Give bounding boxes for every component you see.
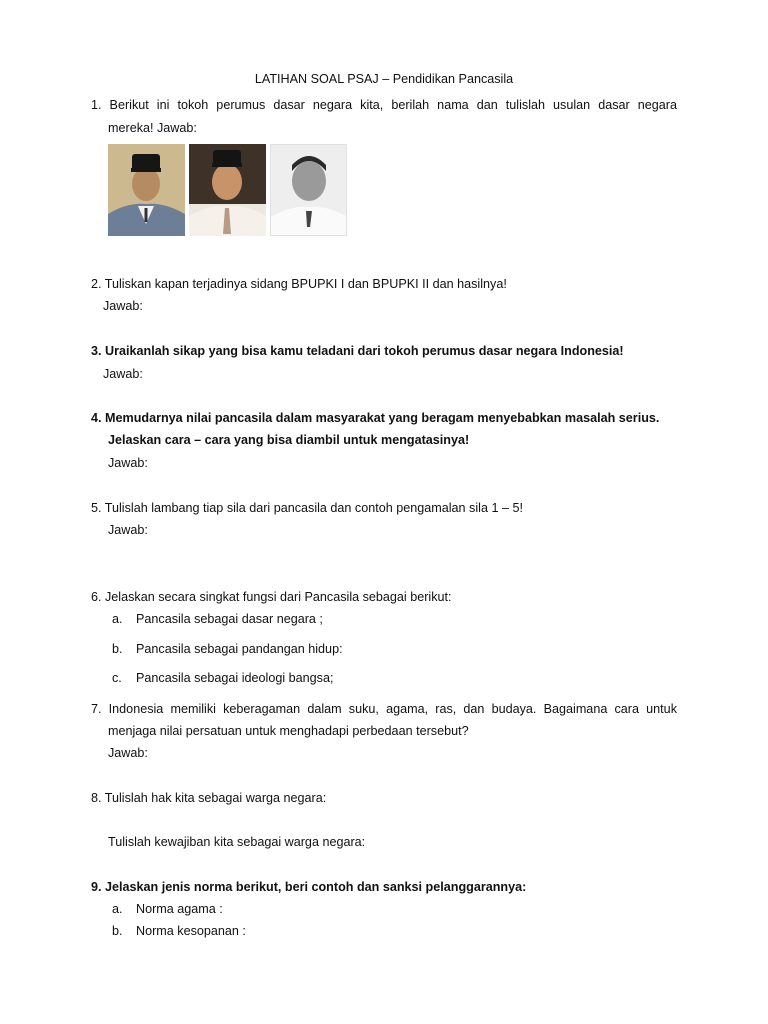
founder-photo-2 (189, 144, 266, 236)
question-6-item-a: Pancasila sebagai dasar negara ; (136, 612, 323, 626)
founder-photo-3 (270, 144, 347, 236)
question-9-item-b: Norma kesopanan : (136, 924, 246, 938)
question-7-answer-label: Jawab: (108, 746, 148, 760)
question-6-item-c-marker: c. (112, 671, 122, 685)
question-7-line-1: 7. Indonesia memiliki keberagaman dalam suku, agama, ras, dan budaya. Bagaimana cara untuk (91, 702, 677, 716)
question-6-item-a-marker: a. (112, 612, 123, 626)
question-4-line-1: 4. Memudarnya nilai pancasila dalam masyarakat yang beragam menyebabkan masalah serius. (91, 411, 660, 425)
founder-photos (108, 144, 347, 236)
question-1-line-2: mereka! Jawab: (108, 121, 197, 135)
question-4-line-2: Jelaskan cara – cara yang bisa diambil untuk mengatasinya! (108, 433, 470, 447)
founder-photo-1 (108, 144, 185, 236)
question-2: 2. Tuliskan kapan terjadinya sidang BPUPKI I dan BPUPKI II dan hasilnya! (91, 277, 507, 291)
question-9-item-b-marker: b. (112, 924, 123, 938)
question-9: 9. Jelaskan jenis norma berikut, beri contoh dan sanksi pelanggarannya: (91, 880, 527, 894)
question-3-answer-label: Jawab: (103, 367, 143, 381)
question-9-item-a-marker: a. (112, 902, 123, 916)
question-5: 5. Tulislah lambang tiap sila dari pancasila dan contoh pengamalan sila 1 – 5! (91, 501, 523, 515)
question-7-line-2: menjaga nilai persatuan untuk menghadapi perbedaan tersebut? (108, 724, 469, 738)
question-6: 6. Jelaskan secara singkat fungsi dari Pancasila sebagai berikut: (91, 590, 452, 604)
question-6-item-b: Pancasila sebagai pandangan hidup: (136, 642, 343, 656)
question-8-obligations: Tulislah kewajiban kita sebagai warga negara: (108, 835, 366, 849)
question-3: 3. Uraikanlah sikap yang bisa kamu teladani dari tokoh perumus dasar negara Indonesia! (91, 344, 624, 358)
question-2-answer-label: Jawab: (103, 299, 143, 313)
question-6-item-b-marker: b. (112, 642, 123, 656)
question-4-answer-label: Jawab: (108, 456, 148, 470)
question-8-rights: 8. Tulislah hak kita sebagai warga negara: (91, 791, 327, 805)
question-1-line-1: 1. Berikut ini tokoh perumus dasar negara kita, berilah nama dan tulislah usulan dasar negara (91, 98, 677, 112)
question-5-answer-label: Jawab: (108, 523, 148, 537)
question-6-item-c: Pancasila sebagai ideologi bangsa; (136, 671, 334, 685)
document-title: LATIHAN SOAL PSAJ – Pendidikan Pancasila (254, 72, 514, 86)
question-9-item-a: Norma agama : (136, 902, 223, 916)
